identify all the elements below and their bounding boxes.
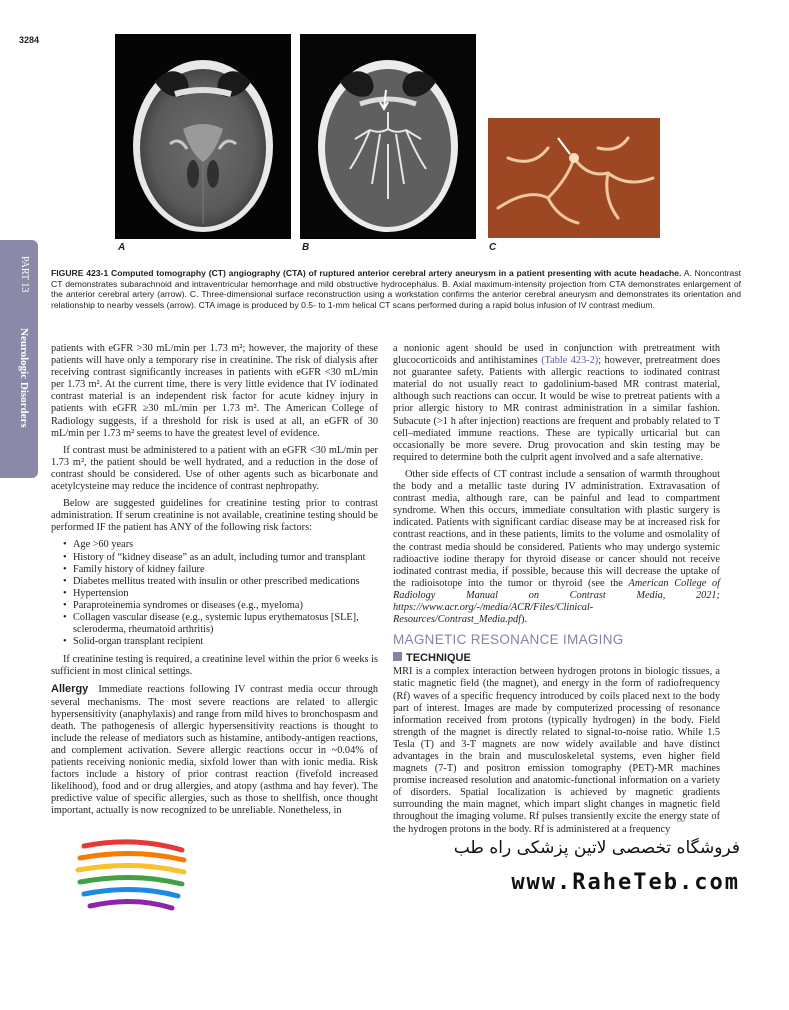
allergy-paragraph xyxy=(51,683,378,817)
allergy-text: Immediate reactions following IV contrast media occur through several mechanisms. The most severe reactions are related to allergic hypersensitivity (anaphylaxis) and range from mild hives to bronchospasm and death. The pathogenesis of allergic hypersensitivity reactions is thought to include the release of mediators such as histamine, antibody-antigen reactions, and complement activation. Severe allergic reactions occur in ~0.04% of patients receiving nonionic media, sixfold lower than with ionic media. Risk factors include a history of prior contrast reaction (fivefold increased likelihood), food and or drug allergies, and atopy (asthma and hay fever). The predictive value of specific allergies, such as those to shellfish, once thought important, actually is now recognized to be unreliable. Nonetheless, in xyxy=(51,684,378,817)
list-item: • Family history of kidney failure xyxy=(63,564,378,576)
list-item: • History of “kidney disease” as an adult, including tumor and transplant xyxy=(63,552,378,564)
figure-panel-a-ct-image xyxy=(115,34,291,239)
subheading-text: TECHNIQUE xyxy=(406,652,471,665)
caption-body: A. Noncontrast CT demonstrates subarachnoid and intraventricular hemorrhage and mild obstructive hydrocephalus. B. Axial maximum-intensity projection from CTA demonstrates enlargement of the anterior cerebral artery (arrow). C. Three-dimensional surface reconstruction using a workstation confirms the anterior cerebral aneurysm and demonstrates its orientation and relationship to nearby vessels (arrow). CTA image is produced by 0.5- to 1-mm helical CT scans performed during a rapid bolus infusion of IV contrast medium. xyxy=(51,268,741,311)
figure-caption xyxy=(51,268,741,311)
section-label: Neurologic Disorders xyxy=(18,328,30,428)
list-item: • Solid-organ transplant recipient xyxy=(63,636,378,648)
banner-persian-text: فروشگاه تخصصی لاتین پزشکی راه طب xyxy=(453,838,740,858)
caption-lead: FIGURE 423-1 Computed tomography (CT) angiography (CTA) of ruptured anterior cerebral artery aneurysm in a patient presenting with acute headache. xyxy=(51,268,682,278)
paragraph-text: a nonionic agent should be used in conjunction with pretreatment with glucocorticoids and antihistamines xyxy=(393,343,720,367)
page-number: 3284 xyxy=(19,35,40,45)
list-item: • Paraproteinemia syndromes or diseases (e.g., myeloma) xyxy=(63,600,378,612)
paragraph: patients with eGFR >30 mL/min per 1.73 m²; however, the majority of these patients will have only a temporary rise in creatinine. The risk of dialysis after receiving contrast significantly increases in patients with eGFR <30 mL/min per 1.73 m². At the current time, there is very little evidence that IV iodinated contrast material is an independent risk factor for acute kidney injury in patients with eGFR ≥30 mL/min per 1.73 m². The American College of Radiology suggests, if a threshold for risk is used at all, an eGFR of 30 mL/min per 1.73 m² seems to have the greatest level of evidence. xyxy=(51,343,378,439)
paragraph: If contrast must be administered to a patient with an eGFR <30 mL/min per 1.73 m², the patient should be well hydrated, and a reduction in the dose of contrast should be considered. Use of other agents such as bicarbonate and acetylcysteine may reduce the incidence of contrast nephropathy. xyxy=(51,444,378,493)
risk-factor-list xyxy=(51,539,378,648)
section-heading: MAGNETIC RESONANCE IMAGING xyxy=(393,632,624,648)
paragraph-text: ; however, pretreatment does not guarantee safety. Patients with allergic reactions to iodinated contrast material do not usually react to gadolinium-based MR contrast material, although such reactions can occur. It would be wise to pretreat patients with a prior allergic history to MR contrast administration in a similar fashion. Subacute (>1 h after injection) reactions are frequent and probably related to T cell–mediated immune reactions. These are typically urticarial but can occasionally be more severe. Drug provocation and skin testing may be required to determine both the culprit agent involved and a safe alternative. xyxy=(393,355,720,463)
table-reference-link[interactable]: (Table 423-2) xyxy=(541,355,599,367)
list-item: • Age >60 years xyxy=(63,539,378,551)
paragraph: MRI is a complex interaction between hydrogen protons in biologic tissues, a static magnetic field (the magnet), and energy in the form of radiofrequency (Rf) waves of a specific frequency introduced by coils placed next to the body part of interest. Images are made by computerized processing of resonance information received from protons (typically hydrogen) in the body. Field strength of the magnet is directly related to signal-to-noise ratio. While 1.5 Tesla (T) and 3-T magnets are now widely available and have distinct advantages in the brain and musculoskeletal systems, even higher field magnets (7-T) and positron emission tomography (PET)-MR machines promise increased resolution and anatomic-functional information on a variety of disorders. Spatial localization is achieved by magnetic gradients surrounding the main magnet, which impart slight changes in magnetic field throughout the imaging volume. Rf pulses transiently excite the energy state of the hydrogen protons in the body. Rf is administered at a frequency xyxy=(393,666,720,835)
banner-url: www.RaheTeb.com xyxy=(511,870,740,895)
list-item: • Diabetes mellitus treated with insulin or other prescribed medications xyxy=(63,576,378,588)
paragraph-text: ). xyxy=(521,614,528,626)
paragraph-text: Other side effects of CT contrast include a sensation of warmth throughout the body and a metallic taste during IV administration. Extravasation of contrast media, although rare, can be painful and lead to compartment syndrome. When this occurs, immediate consultation with plastic surgery is indicated. Patients with significant cardiac disease may be at increased risk for contrast reactions, and in these patients, limits to the volume and osmolality of the contrast media should be considered. Patients who may undergo systemic radioactive iodine therapy for thyroid disease or cancer should not receive iodinated contrast media, if possible, because this will decrease the uptake of the radioisotope into the tumor or thyroid (see the xyxy=(393,468,720,589)
list-item: • Hypertension xyxy=(63,588,378,600)
subheading xyxy=(393,652,720,664)
rainbow-logo-icon xyxy=(74,838,194,918)
figure-label-a: A xyxy=(118,242,126,253)
square-bullet-icon xyxy=(393,652,402,661)
figure-panel-c-3d-reconstruction xyxy=(488,118,660,238)
right-column xyxy=(393,343,720,841)
left-column xyxy=(51,343,378,822)
paragraph xyxy=(393,343,720,464)
reference-citation: American College of Radiology Manual on Contrast Media, 2021; https://www.acr.org/-/media/ACR/Files/Clinical-Resources/Contrast_Media.pdf xyxy=(393,577,721,626)
paragraph xyxy=(393,469,720,626)
paragraph: If creatinine testing is required, a creatinine level within the prior 6 weeks is sufficient in most clinical settings. xyxy=(51,654,378,678)
allergy-heading: Allergy xyxy=(51,683,89,696)
part-label: PART 13 xyxy=(19,256,30,293)
list-item: • Collagen vascular disease (e.g., systemic lupus erythematosus [SLE], scleroderma, rheumatoid arthritis) xyxy=(63,612,378,636)
figure-label-c: C xyxy=(489,242,497,253)
paragraph: Below are suggested guidelines for creatinine testing prior to contrast administration. If serum creatinine is not available, creatinine testing should be performed IF the patient has ANY of the following risk factors: xyxy=(51,498,378,534)
bottom-fade xyxy=(0,928,789,950)
figure-panel-b-cta-image xyxy=(300,34,476,239)
figure-label-b: B xyxy=(302,242,310,253)
